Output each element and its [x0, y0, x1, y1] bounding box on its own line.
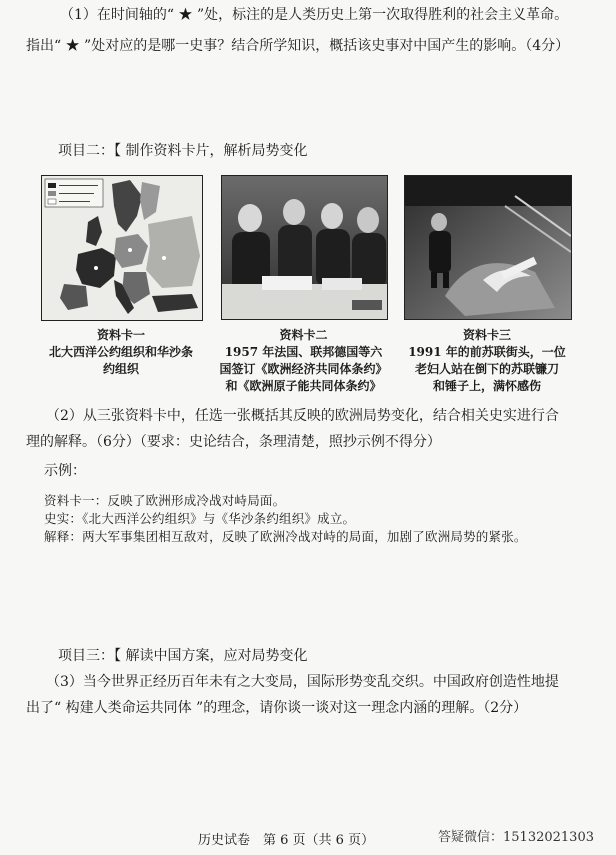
example-line-2: 史实：《北大西洋公约组织》与《华沙条约组织》成立。	[44, 511, 356, 526]
card-1-caption-line-2: 约组织	[102, 362, 139, 376]
example-title: 示例：	[44, 463, 86, 479]
project-2-title: 项目二：【 制作资料卡片，解析局势变化	[58, 143, 308, 159]
treaty-signing-photo-icon	[222, 176, 387, 319]
card-3-label: 资料卡三	[462, 328, 511, 342]
card-2-caption-line-3: 和《欧洲原子能共同体条约》	[225, 379, 382, 393]
q3-line-2: 出了“ 构建人类命运共同体 ”的理念，请你谈一谈对这一理念内涵的理解。（2分）	[26, 700, 528, 716]
page-footer: 历史试卷 第 6 页（共 6 页）	[198, 833, 375, 848]
card-2-caption	[216, 327, 391, 395]
card-3-caption-line-1: 1991 年的前苏联街头，一位	[408, 345, 566, 359]
card-2-caption-line-1: 1957 年法国、联邦德国等六	[224, 345, 383, 359]
contact-watermark: 答疑微信：15132021303	[438, 830, 594, 845]
q3-line-1: （3）当今世界正经历百年未有之大变局，国际形势变乱交织。中国政府创造性地提	[46, 674, 559, 690]
example-line-1: 资料卡一：反映了欧洲形成冷战对峙局面。	[44, 493, 286, 508]
card-2-label: 资料卡二	[279, 328, 328, 342]
q1-line-2: 指出“ ★ ”处对应的是哪一史事？结合所学知识，概括该史事对中国产生的影响。（4分）	[26, 38, 570, 54]
europe-map-icon	[42, 176, 202, 320]
fallen-hammer-sickle-photo-icon	[405, 176, 571, 319]
card-1-caption-line-1: 北大西洋公约组织和华沙条	[48, 345, 193, 359]
card-2-caption-line-2: 国签订《欧洲经济共同体条约》	[219, 362, 388, 376]
card-3-caption-line-2: 老妇人站在倒下的苏联镰刀	[414, 362, 559, 376]
card-1-map-image	[41, 175, 203, 321]
card-3-caption	[404, 327, 570, 395]
q2-line-1: （2）从三张资料卡中，任选一张概括其反映的欧洲局势变化，结合相关史实进行合	[46, 408, 559, 424]
card-3-caption-line-3: 和锤子上，满怀感伤	[432, 379, 541, 393]
q2-line-2: 理的解释。（6分）（要求：史论结合，条理清楚，照抄示例不得分）	[26, 434, 441, 450]
example-line-3: 解释：两大军事集团相互敌对，反映了欧洲冷战对峙的局面，加剧了欧洲局势的紧张。	[44, 529, 527, 544]
card-1-label: 资料卡一	[96, 328, 145, 342]
card-3-street-photo	[404, 175, 572, 320]
card-2-signing-photo	[221, 175, 388, 320]
project-3-title: 项目三：【 解读中国方案，应对局势变化	[58, 648, 308, 664]
q1-line-1: （1）在时间轴的“ ★ ”处，标注的是人类历史上第一次取得胜利的社会主义革命。	[60, 7, 569, 23]
card-1-caption	[41, 327, 201, 378]
